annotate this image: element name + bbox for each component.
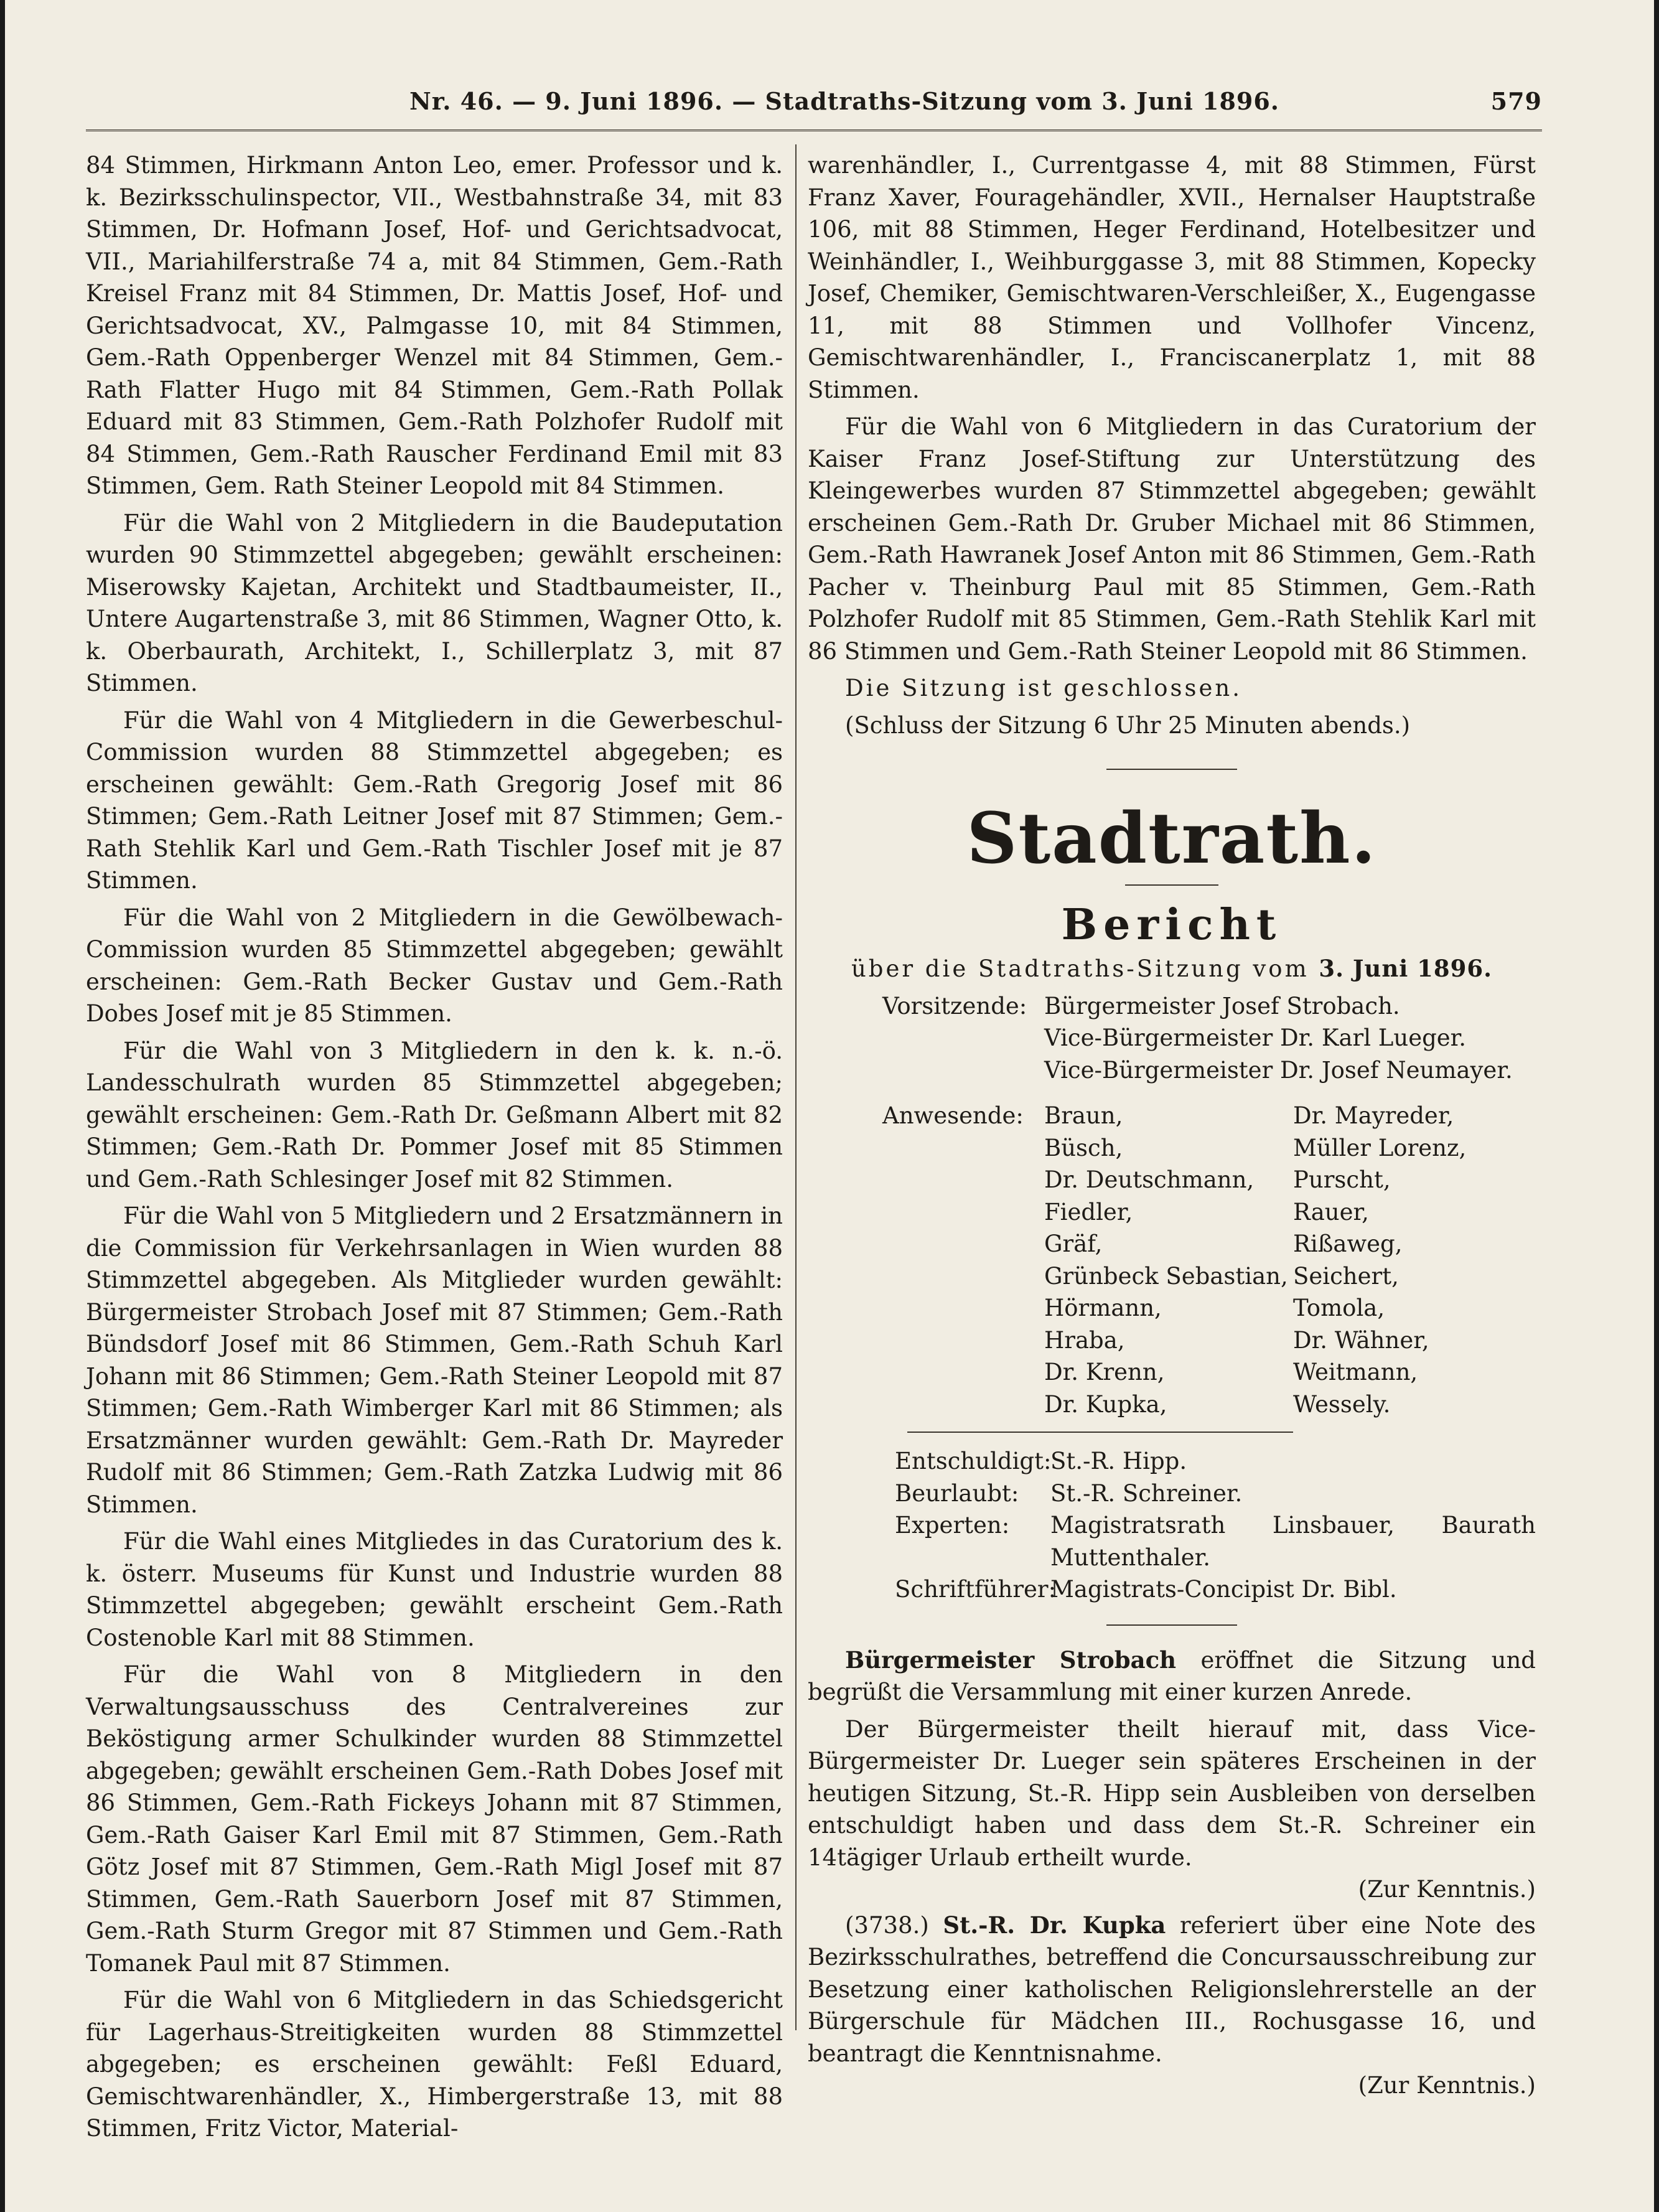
attendance-list [1044, 1100, 1517, 1420]
paragraph: Für die Wahl eines Mitgliedes in das Curatorium des k. k. österr. Museums für Kunst und Industrie wurden 88 Stimmzettel abgegeben; gewählt erscheint Gem.-Rath Costenoble Karl mit 88 Stimmen. [86, 1528, 783, 1651]
section-rule [1106, 1624, 1237, 1626]
attendee: Dr. Wähner, [1293, 1326, 1429, 1354]
excused-label: Entschuldigt: [895, 1448, 1052, 1474]
report-subtitle-text: über die Stadtraths-Sitzung vom [851, 955, 1309, 982]
secretary-label: Schriftführer: [895, 1576, 1057, 1603]
section-rule [1106, 769, 1237, 770]
page-number: 579 [1490, 87, 1542, 115]
paragraph: Für die Wahl von 6 Mitgliedern in das Curatorium der Kaiser Franz Josef-Stiftung zur Unterstützung des Kleingewerbes wurden 87 Stimmzettel abgegeben; gewählt erscheinen Gem.-Rath Dr. Gruber Michael mit 86 Stimmen, Gem.-Rath Hawranek Josef Anton mit 86 Stimmen, Gem.-Rath Pacher v. Theinburg Paul mit 85 Stimmen, Gem.-Rath Polzhofer Rudolf mit 85 Stimmen, Gem.-Rath Stehlik Karl mit 86 Stimmen und Gem.-Rath Steiner Leopold mit 86 Stimmen. [808, 413, 1536, 665]
chair-person: Bürgermeister Josef Strobach. [1044, 992, 1400, 1019]
attendee: Dr. Deutschmann, [1044, 1166, 1255, 1193]
report-date: 3. Juni 1896. [1319, 955, 1493, 982]
column-divider [795, 144, 797, 2030]
experts-value: Magistratsrath Linsbauer, Baurath Muttenthaler. [1050, 1512, 1536, 1571]
paragraph: Für die Wahl von 2 Mitgliedern in die Gewölbewach-Commission wurden 85 Stimmzettel abgegeben; gewählt erscheinen: Gem.-Rath Becker Gustav und Gem.-Rath Dobes Josef mit je 85 Stimmen. [86, 904, 783, 1027]
chair-person: Vice-Bürgermeister Dr. Josef Neumayer. [1044, 1056, 1513, 1084]
attendee: Hörmann, [1044, 1295, 1162, 1321]
note: (Zur Kenntnis.) [1358, 1876, 1536, 1903]
item-number: (3738.) [845, 1911, 929, 1939]
attendance-rule [907, 1432, 1293, 1433]
attendee: Hraba, [1044, 1326, 1125, 1354]
attendee: Grünbeck Sebastian, [1044, 1262, 1288, 1290]
attendance-column-1 [1044, 1100, 1293, 1420]
attendee: Weitmann, [1293, 1359, 1418, 1385]
page-header [86, 80, 1542, 123]
item-text: referiert über eine Note des Bezirksschulrathes, betreffend die Concursausschreibung zur Besetzung einer katholischen Religionslehrerstelle an der Bürgerschule für Mädchen III., Rochusgasse 16, und beantragt die Kenntnisnahme. [808, 1911, 1536, 2067]
note: (Zur Kenntnis.) [1358, 2072, 1536, 2099]
right-column [808, 149, 1536, 2102]
chair-list [1044, 990, 1513, 1087]
agenda-item [808, 1910, 1536, 2070]
report-title: Bericht [1061, 900, 1283, 950]
attendee: Rauer, [1293, 1198, 1369, 1226]
attendance-column-2 [1293, 1100, 1517, 1420]
experts-label: Experten: [895, 1512, 1010, 1539]
attendee: Dr. Mayreder, [1293, 1102, 1454, 1129]
paragraph: Für die Wahl von 2 Mitgliedern in die Baudeputation wurden 90 Stimmzettel abgegeben; gewählt erscheinen: Miserowsky Kajetan, Architekt und Stadtbaumeister, II., Untere Augartenstraße 3, mit 86 Stimmen, Wagner Otto, k. k. Oberbaurath, Architekt, I., Schillerplatz 3, mit 87 Stimmen. [86, 509, 783, 696]
paragraph: warenhändler, I., Currentgasse 4, mit 88 Stimmen, Fürst Franz Xaver, Fouragehändler, XVII., Hernalser Hauptstraße 106, mit 88 Stimmen, Heger Ferdinand, Hotelbesitzer und Weinhändler, I., Weihburggasse 3, mit 88 Stimmen, Kopecky Josef, Chemiker, Gemischtwaren-Verschleißer, X., Eugengasse 11, mit 88 Stimmen und Vollhofer Vincenz, Gemischtwarenhändler, I., Franciscanerplatz 1, mit 88 Stimmen. [808, 152, 1536, 403]
attendee: Gräf, [1044, 1230, 1103, 1257]
leave-value: St.-R. Schreiner. [1050, 1479, 1243, 1507]
attendee: Müller Lorenz, [1293, 1134, 1467, 1161]
secretary-value: Magistrats-Concipist Dr. Bibl. [1050, 1576, 1397, 1603]
attendee: Seichert, [1293, 1262, 1399, 1290]
present-label: Anwesende: [882, 1102, 1024, 1129]
header-title: Nr. 46. — 9. Juni 1896. — Stadtraths-Sitzung vom 3. Juni 1896. [409, 87, 1279, 115]
secretary-row [808, 1573, 1536, 1606]
announcement: Der Bürgermeister theilt hierauf mit, dass Vice-Bürgermeister Dr. Lueger sein späteres Erscheinen in der heutigen Sitzung, St.-R. Hipp sein Ausbleiben von derselben entschuldigt haben und dass dem St.-R. Schreiner ein 14tägiger Urlaub ertheilt wurde. [808, 1715, 1536, 1871]
attendance-block [808, 1100, 1536, 1420]
leave-row [808, 1478, 1536, 1510]
opening-text: eröffnet die Sitzung und begrüßt die Versammlung mit einer kurzen Anrede. [808, 1646, 1536, 1705]
paragraph: Für die Wahl von 3 Mitgliedern in den k. k. n.-ö. Landesschulrath wurden 85 Stimmzettel abgegeben; gewählt erscheinen: Gem.-Rath Dr. Geßmann Albert mit 82 Stimmen; Gem.-Rath Dr. Pommer Josef mit 85 Stimmen und Gem.-Rath Schlesinger Josef mit 82 Stimmen. [86, 1037, 783, 1193]
attendee: Tomola, [1293, 1295, 1385, 1321]
title-rule [1125, 884, 1218, 886]
experts-row [808, 1509, 1536, 1573]
attendee: Büsch, [1044, 1134, 1123, 1161]
attendee: Fiedler, [1044, 1198, 1133, 1226]
item-speaker: St.-R. Dr. Kupka [943, 1911, 1166, 1939]
session-end-time: (Schluss der Sitzung 6 Uhr 25 Minuten abends.) [845, 711, 1411, 739]
session-closed: Die Sitzung ist geschlossen. [845, 675, 1242, 701]
left-column [86, 149, 783, 2150]
chair-block [808, 990, 1536, 1087]
header-rule [86, 129, 1542, 136]
report-subtitle [808, 953, 1536, 985]
attendee: Braun, [1044, 1102, 1123, 1129]
chair-label: Vorsitzende: [882, 992, 1027, 1019]
paragraph: Für die Wahl von 5 Mitgliedern und 2 Ersatzmännern in die Commission für Verkehrsanlagen in Wien wurden 88 Stimmzettel abgegeben. Als Mitglieder wurden gewählt: Bürgermeister Strobach Josef mit 87 Stimmen; Gem.-Rath Bündsdorf Josef mit 86 Stimmen, Gem.-Rath Schuh Karl Johann mit 86 Stimmen; Gem.-Rath Steiner Leopold mit 87 Stimmen; Gem.-Rath Wimberger Karl mit 86 Stimmen; als Ersatzmänner wurden gewählt: Gem.-Rath Dr. Mayreder Rudolf mit 86 Stimmen; Gem.-Rath Zatzka Ludwig mit 86 Stimmen. [86, 1202, 783, 1518]
attendee: Dr. Krenn, [1044, 1359, 1165, 1385]
attendee: Purscht, [1293, 1166, 1391, 1193]
paragraph: Für die Wahl von 8 Mitgliedern in den Verwaltungsausschuss des Centralvereines zur Beköstigung armer Schulkinder wurden 88 Stimmzettel abgegeben; gewählt erscheinen Gem.-Rath Dobes Josef mit 86 Stimmen, Gem.-Rath Fickeys Johann mit 87 Stimmen, Gem.-Rath Gaiser Karl Emil mit 87 Stimmen, Gem.-Rath Götz Josef mit 87 Stimmen, Gem.-Rath Migl Josef mit 87 Stimmen, Gem.-Rath Sauerborn Josef mit 87 Stimmen, Gem.-Rath Sturm Gregor mit 87 Stimmen und Gem.-Rath Tomanek Paul mit 87 Stimmen. [86, 1661, 783, 1977]
attendee: Wessely. [1293, 1390, 1391, 1418]
paragraph: Für die Wahl von 6 Mitgliedern in das Schiedsgericht für Lagerhaus-Streitigkeiten wurden 88 Stimmzettel abgegeben; es erscheinen gewählt: Feßl Eduard, Gemischtwarenhändler, X., Himbergerstraße 13, mit 88 Stimmen, Fritz Victor, Material- [86, 1987, 783, 2142]
attendee: Dr. Kupka, [1044, 1390, 1167, 1418]
leave-label: Beurlaubt: [895, 1479, 1019, 1507]
excused-row [808, 1445, 1536, 1478]
attendee: Rißaweg, [1293, 1230, 1403, 1257]
chair-person: Vice-Bürgermeister Dr. Karl Lueger. [1044, 1024, 1467, 1051]
opening-paragraph [808, 1644, 1536, 1708]
paragraph: 84 Stimmen, Hirkmann Anton Leo, emer. Professor und k. k. Bezirksschulinspector, VII., Westbahnstraße 34, mit 83 Stimmen, Dr. Hofmann Josef, Hof- und Gerichtsadvocat, VII., Mariahilferstraße 74 a, mit 84 Stimmen, Gem.-Rath Kreisel Franz mit 84 Stimmen, Dr. Mattis Josef, Hof- und Gerichtsadvocat, XV., Palmgasse 10, mit 84 Stimmen, Gem.-Rath Oppenberger Wenzel mit 84 Stimmen, Gem.-Rath Flatter Hugo mit 84 Stimmen, Gem.-Rath Pollak Eduard mit 83 Stimmen, Gem.-Rath Polzhofer Rudolf mit 84 Stimmen, Gem.-Rath Rauscher Ferdinand Emil mit 83 Stimmen, Gem. Rath Steiner Leopold mit 84 Stimmen. [86, 152, 783, 499]
newspaper-page [5, 0, 1654, 2212]
opening-speaker: Bürgermeister Strobach [845, 1646, 1177, 1674]
paragraph: Für die Wahl von 4 Mitgliedern in die Gewerbeschul-Commission wurden 88 Stimmzettel abgegeben; es erscheinen gewählt: Gem.-Rath Gregorig Josef mit 86 Stimmen; Gem.-Rath Leitner Josef mit 87 Stimmen; Gem.-Rath Stehlik Karl und Gem.-Rath Tischler Josef mit je 87 Stimmen. [86, 706, 783, 894]
section-title: Stadtrath. [966, 798, 1377, 879]
excused-value: St.-R. Hipp. [1050, 1448, 1187, 1474]
